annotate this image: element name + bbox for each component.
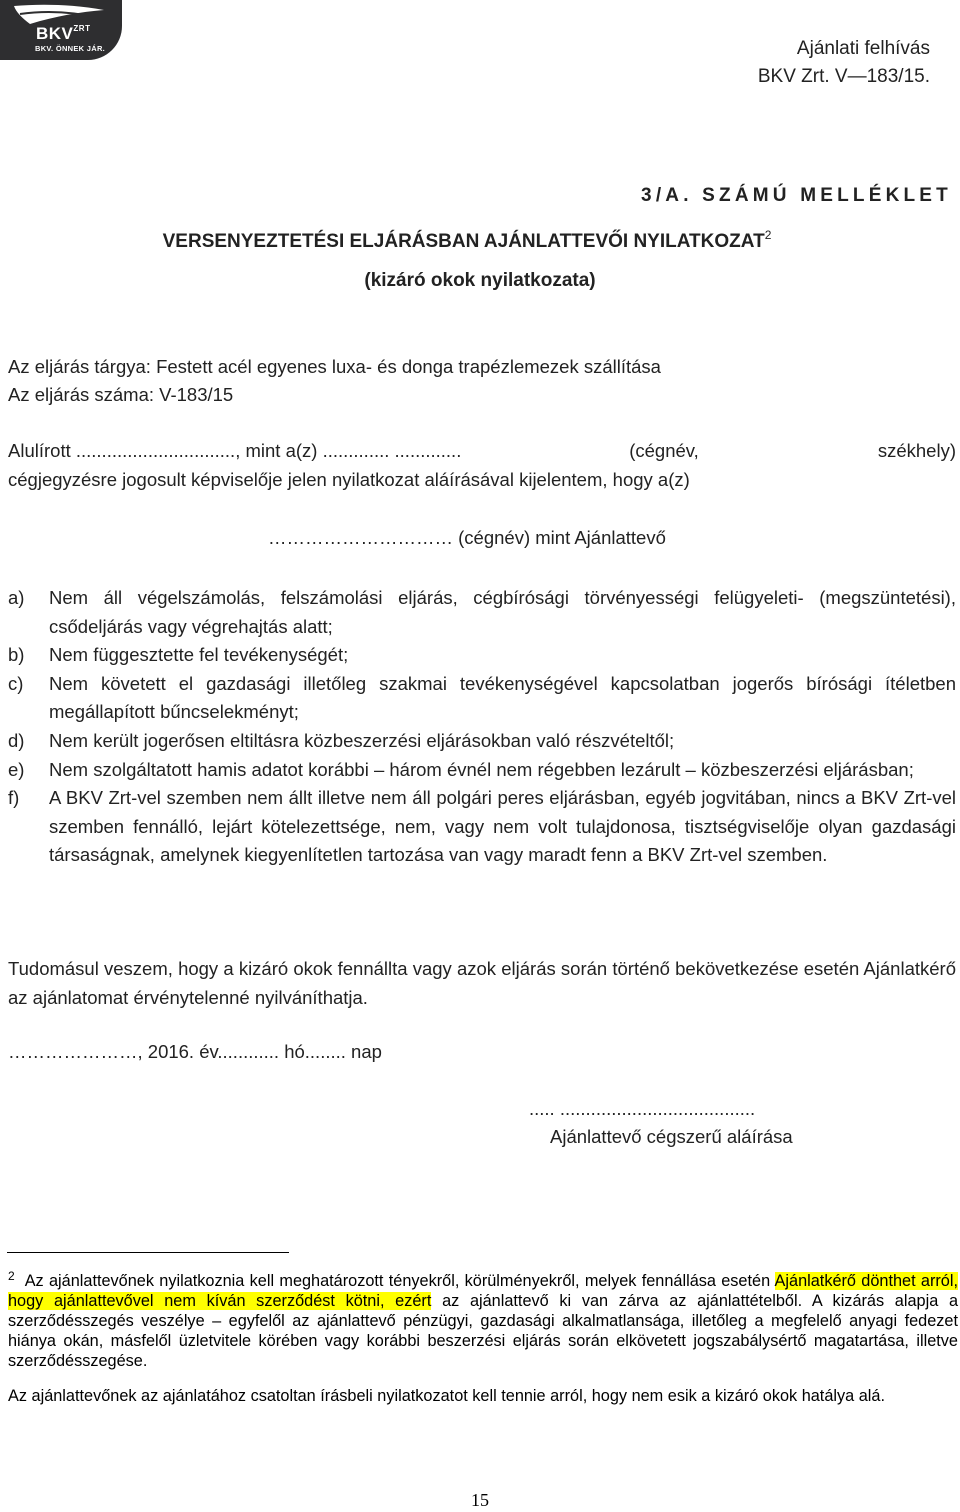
list-item-text: Nem áll végelszámolás, felszámolási eljárás, cégbírósági törvényességi felügyeleti- (megszüntetési), csődeljárás vagy végrehajtás alatt;: [49, 587, 956, 637]
page-number: 15: [471, 1490, 489, 1510]
document-subtitle: (kizáró okok nyilatkozata): [364, 270, 596, 291]
footnote-text: Az ajánlattevőnek nyilatkoznia kell meghatározott tényekről, körülményekről, melyek fennállása esetén: [24, 1272, 775, 1290]
bkv-logo: [0, 0, 122, 60]
list-item: [8, 670, 956, 727]
list-item-label: d): [8, 729, 25, 751]
declaration-name-field: Alulírott ..............................., mint a(z) ............. .............: [8, 440, 462, 461]
footnote-paragraph: Az ajánlattevőnek az ajánlatához csatoltan írásbeli nyilatkozatot kell tennie arról, hogy nem esik a kizáró okok hatálya alá.: [8, 1387, 885, 1405]
procedure-subject: Az eljárás tárgya: Festett acél egyenes luxa- és donga trapézlemezek szállítása: [8, 356, 661, 377]
list-item-label: b): [8, 644, 25, 666]
declaration-seat-label: székhely): [877, 440, 956, 461]
list-item-label: e): [8, 758, 25, 780]
annex-label: 3/A. SZÁMÚ MELLÉKLET: [641, 185, 952, 206]
list-item-label: c): [8, 672, 24, 694]
list-item-label: f): [8, 787, 20, 809]
procedure-number: Az eljárás száma: V-183/15: [8, 384, 234, 405]
list-item-text: A BKV Zrt-vel szemben nem állt illetve nem áll polgári peres eljárásban, egyéb jogvitában, nincs a BKV Zrt-vel szemben fennálló, lejárt kötelezettsége, nem, vagy nem volt tulajdonosa, tisztségviselője olyan gazdasági társaságnak, amelynek kiegyenlítetlen tartozása van vagy maradt fenn a BKV Zrt-vel szemben.: [49, 787, 956, 866]
list-item: [8, 727, 956, 756]
header-title: Ajánlati felhívás: [796, 38, 930, 59]
declaration-line2: cégjegyzésre jogosult képviselője jelen nyilatkozat aláírásával kijelentem, hogy a(z): [8, 469, 690, 490]
list-item-text: Nem került jogerősen eltiltásra közbeszerzési eljárásokban való részvételtől;: [49, 729, 675, 751]
list-item: [8, 584, 956, 641]
footnote-text-cont: az ajánlattevő ki van zárva az ajánlattételből. A kizárás alapja a szerződésszegés veszélye – egyfelől az ajánlattevő pénzügyi, gazdasági alkalmatlansága, illetőleg a megfelelő anyagi fedezet hiánya okán, másfelől üzletvitele körében vagy korábbi beszerzési eljárás során elkövetett jogszabálysértő magatartása, illetve szerződésszegése.: [8, 1292, 958, 1370]
date-line: …………………, 2016. év............ hó........ nap: [8, 1041, 382, 1062]
list-item-label: a): [8, 587, 25, 608]
list-item: [8, 641, 956, 670]
list-item-text: Nem szolgáltatott hamis adatot korábbi – három évnél nem régebben lezárult – közbeszerzési eljárásban;: [49, 758, 914, 780]
declaration-company-line: ………………………… (cégnév) mint Ajánlattevő: [268, 527, 666, 548]
list-item-text: Nem függesztette fel tevékenységét;: [49, 644, 349, 666]
header-reference: BKV Zrt. V—183/15.: [757, 66, 930, 87]
footnote-highlight: Ajánlatkérő dönthet arról, hogy ajánlattevővel nem kíván szerződést kötni, ezért: [8, 1272, 958, 1310]
list-item-text: Nem követett el gazdasági illetőleg szakmai tevékenységével kapcsolatban jogerős bírósági ítéletben megállapított bűncselekményt;: [49, 672, 956, 723]
declaration-company-label: (cégnév,: [629, 440, 699, 461]
list-item: [8, 784, 956, 870]
document-title: VERSENYEZTETÉSI ELJÁRÁSBAN AJÁNLATTEVŐI NYILATKOZAT$^2$: [162, 228, 772, 252]
footnote: [8, 1266, 958, 1371]
acknowledgement: Tudomásul veszem, hogy a kizáró okok fennállta vagy azok eljárás során történő bekövetkezése esetén Ajánlatkérő az ajánlatomat érvénytelenné nyilváníthatja.: [8, 958, 956, 1008]
declaration-line1: [8, 440, 956, 462]
signature-label: Ajánlattevő cégszerű aláírása: [550, 1126, 793, 1147]
exclusion-list: [8, 584, 956, 870]
logo-brand: $BKV^{ZRT}$: [36, 24, 91, 43]
footnote-divider: [7, 1252, 289, 1253]
logo-slogan: BKV. ÖNNEK JÁR.: [35, 44, 106, 53]
list-item: [8, 756, 956, 785]
signature-dots: ..... ......................................: [529, 1098, 756, 1119]
footnote-number: 2: [8, 1269, 15, 1283]
